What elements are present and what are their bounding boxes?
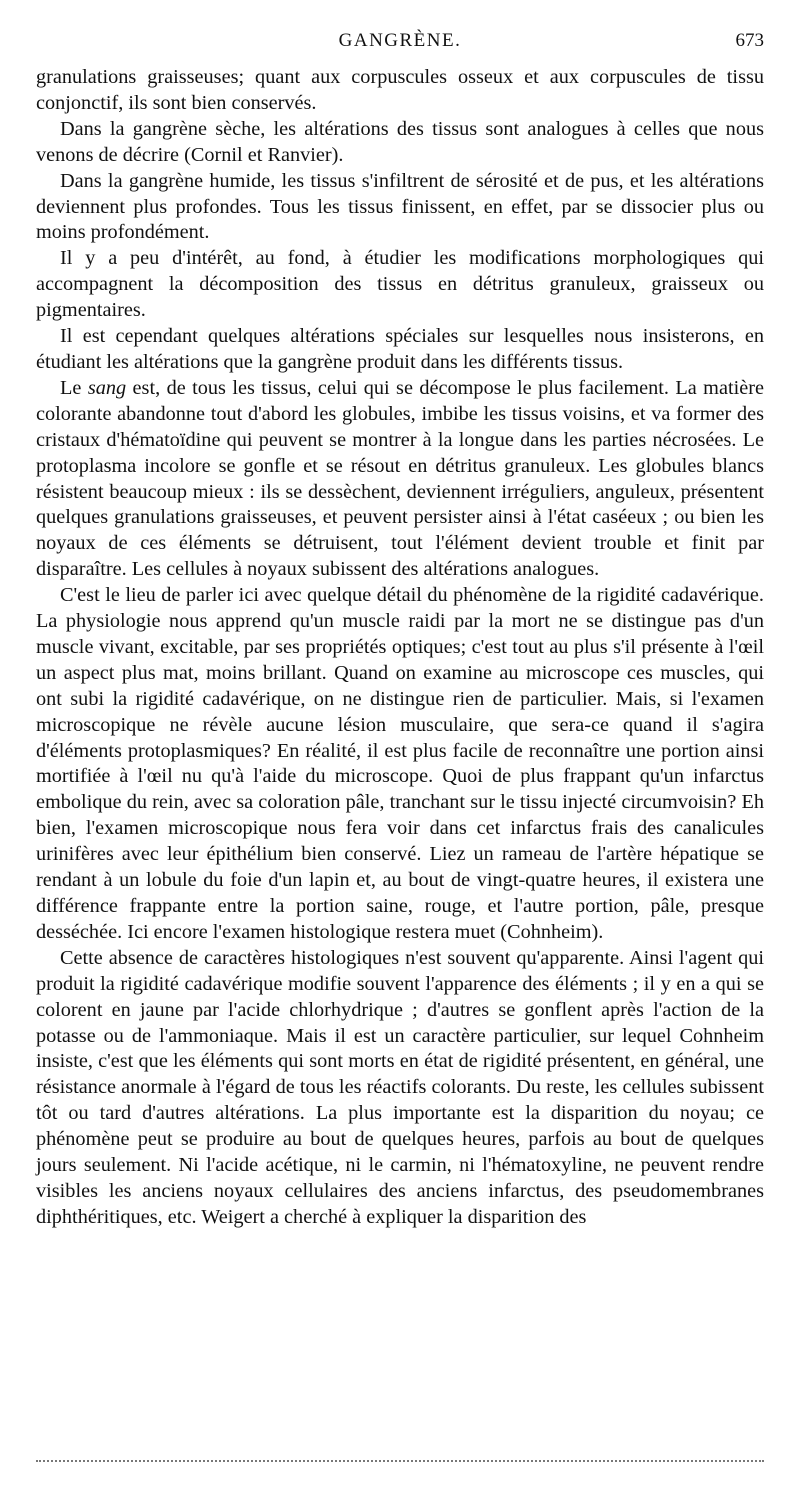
blood-term: sang bbox=[87, 376, 127, 399]
paragraph-morphology: Il y a peu d'intérêt, au fond, à étudier les modifications morphologiques qui accompagnent la décomposition des tissus en détritus granuleux, graisseux ou pigmentaires. bbox=[36, 247, 764, 322]
page-header bbox=[36, 30, 764, 58]
body-text bbox=[36, 65, 764, 1231]
running-title: GANGRÈNE. bbox=[338, 30, 462, 51]
paragraph-rigidity: C'est le lieu de parler ici avec quelque détail du phénomène de la rigidité cadavérique. La physiologie nous apprend qu'un muscle raidi par la mort ne se distingue pas d'un muscle vivant, excitable, par ses propriétés optiques; c'est tout au plus s'il présente à l'œil un aspect plus mat, moins brillant. Quand on examine au microscope ces muscles, qui ont subi la rigidité cadavérique, on ne distingue rien de particulier. Mais, si l'examen microscopique ne révèle aucune lésion musculaire, que sera-ce quand il s'agira d'éléments protoplasmiques? En réalité, il est plus facile de reconnaître une portion ainsi mortifiée à l'œil nu qu'à l'aide du microscope. Quoi de plus frappant qu'un infarctus embolique du rein, avec sa coloration pâle, tranchant sur le tissu injecté circumvoisin? Eh bien, l'examen microscopique nous fera voir dans cet infarctus frais des canalicules urinifères avec leur épithélium bien conservé. Liez un rameau de l'artère hépatique se rendant à un lobule du foie d'un lapin et, au bout de vingt-quatre heures, il existera une différence frappante entre la portion saine, rouge, et l'autre portion, pâle, presque desséchée. Ici encore l'examen histologique restera muet (Cohnheim). bbox=[36, 584, 764, 943]
paragraph-dry-gangrene: Dans la gangrène sèche, les altérations des tissus sont analogues à celles que nous venons de décrire (Cornil et Ranvier). bbox=[36, 117, 764, 166]
footer-rule bbox=[36, 1460, 764, 1462]
page-number: 673 bbox=[735, 30, 764, 51]
blood-lead: Le bbox=[60, 376, 88, 399]
paragraph-wet-gangrene: Dans la gangrène humide, les tissus s'infiltrent de sérosité et de pus, et les altérations deviennent plus profondes. Tous les tissus finissent, en effet, par se dissocier plus ou moins profondément. bbox=[36, 169, 764, 244]
paragraph-special-alterations: Il est cependant quelques altérations spéciales sur lesquelles nous insisterons, en étudiant les altérations que la gangrène produit dans les différents tissus. bbox=[36, 325, 764, 373]
paragraph-histology: Cette absence de caractères histologiques n'est souvent qu'apparente. Ainsi l'agent qui produit la rigidité cadavérique modifie souvent l'apparence des éléments ; il y en a qui se colorent en jaune par l'acide chlorhydrique ; d'autres se gonflent après l'action de la potasse ou de l'ammoniaque. Mais il est un caractère particulier, sur lequel Cohnheim insiste, c'est que les éléments qui sont morts en état de rigidité présentent, en général, une résistance anormale à l'égard de tous les réactifs colorants. Du reste, les cellules subissent tôt ou tard d'autres altérations. La plus importante est la disparition du noyau; ce phénomène peut se produire au bout de quelques heures, parfois au bout de quelques jours seulement. Ni l'acide acétique, ni le carmin, ni l'hématoxyline, ne peuvent rendre visibles les anciens noyaux cellulaires des anciens infarctus, des pseudomembranes diphthéritiques, etc. Weigert a cherché à expliquer la disparition des bbox=[36, 946, 764, 1228]
paragraph-blood bbox=[36, 376, 764, 583]
paragraph-continued: granulations graisseuses; quant aux corpuscules osseux et aux corpuscules de tissu conjonctif, ils sont bien conservés. bbox=[36, 66, 764, 114]
blood-rest: est, de tous les tissus, celui qui se décompose le plus facilement. La matière colorante abandonne tout d'abord les globules, imbibe les tissus voisins, et va former des cristaux d'hématoïdine qui peuvent se montrer à la longue dans les parties nécrosées. Le protoplasma incolore se gonfle et se résout en détritus granuleux. Les globules blancs résistent beaucoup mieux : ils se dessèchent, deviennent irréguliers, anguleux, présentent quelques granulations graisseuses, et peuvent persister ainsi à l'état caséeux ; ou bien les noyaux de ces éléments se détruisent, tout l'élément devient trouble et finit par disparaître. Les cellules à noyaux subissent des altérations analogues. bbox=[36, 376, 764, 581]
